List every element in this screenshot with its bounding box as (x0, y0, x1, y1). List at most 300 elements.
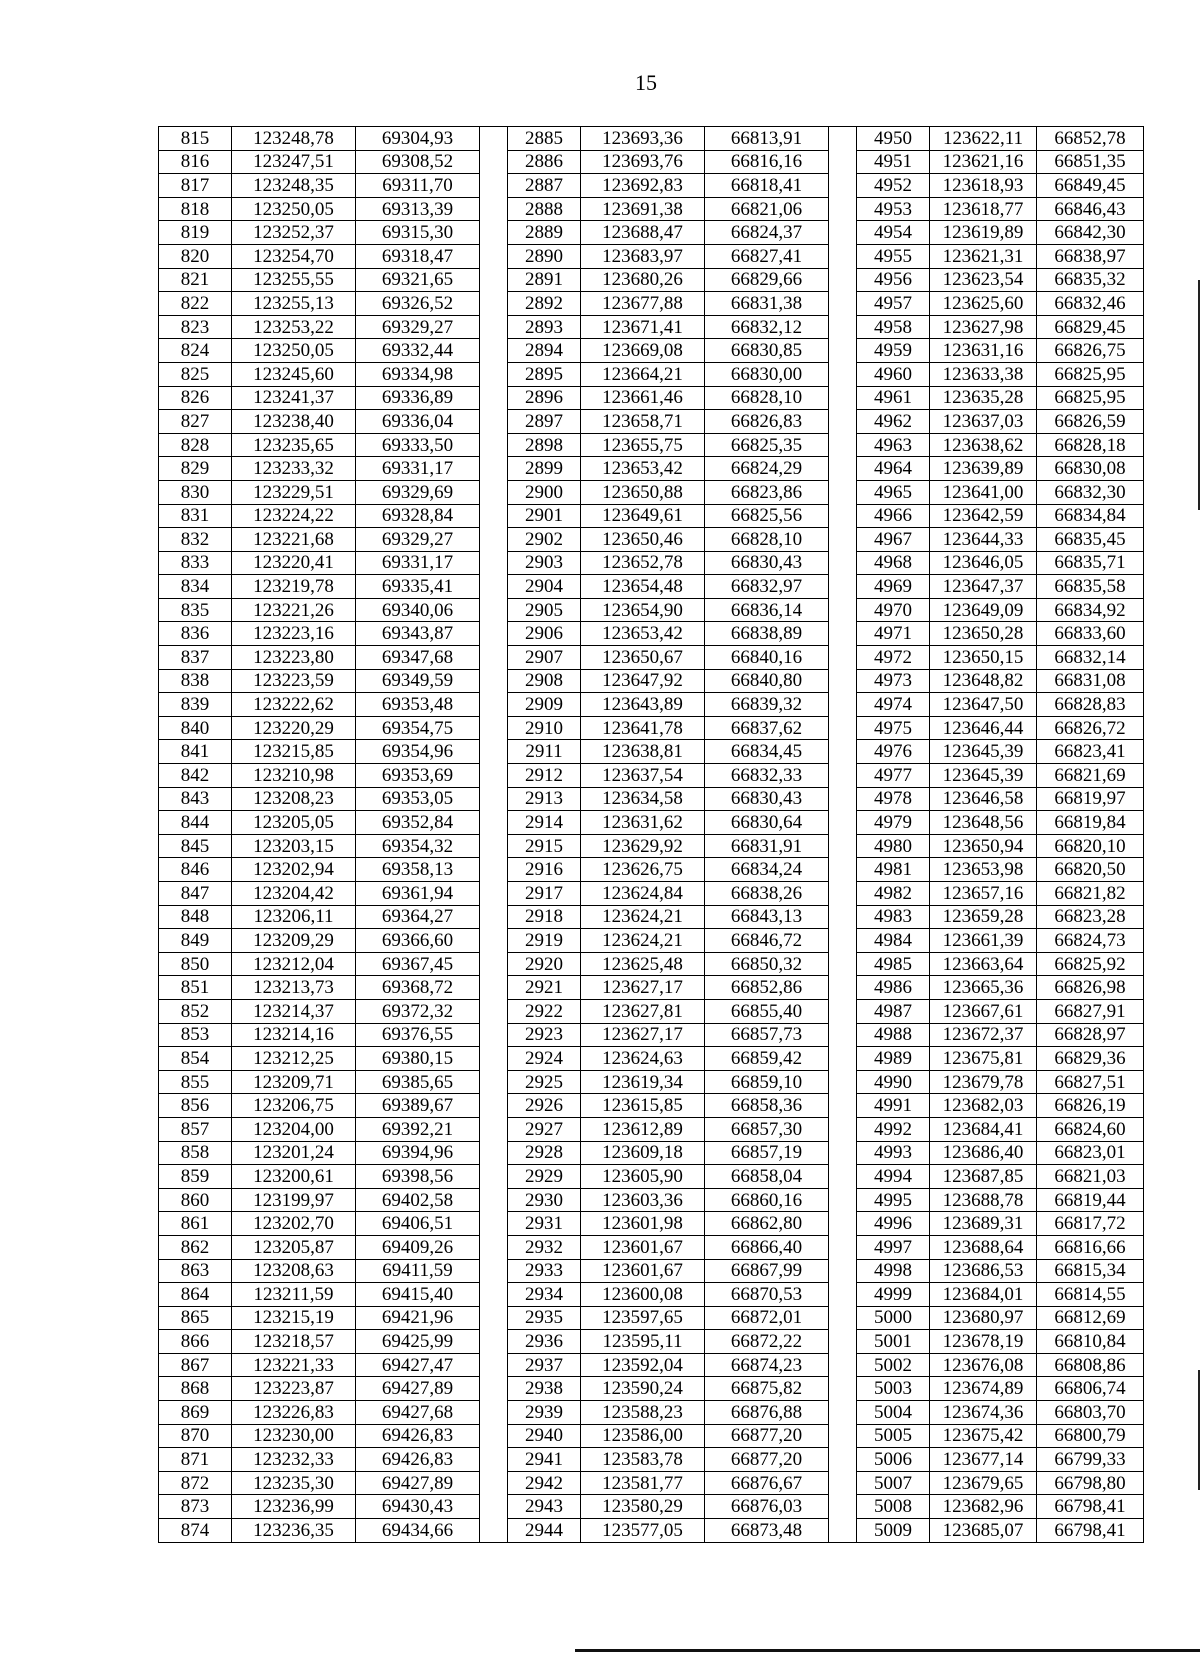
point-number-cell: 4958 (857, 315, 930, 339)
y-coordinate-cell: 66819,44 (1037, 1188, 1144, 1212)
x-coordinate-cell: 123646,58 (930, 787, 1037, 811)
column-gap (480, 1283, 508, 1307)
y-coordinate-cell: 69352,84 (356, 811, 480, 835)
y-coordinate-cell: 69332,44 (356, 339, 480, 363)
x-coordinate-cell: 123647,92 (581, 669, 705, 693)
x-coordinate-cell: 123621,31 (930, 244, 1037, 268)
x-coordinate-cell: 123646,05 (930, 551, 1037, 575)
y-coordinate-cell: 66872,01 (705, 1306, 829, 1330)
x-coordinate-cell: 123202,94 (232, 858, 356, 882)
column-gap (829, 1141, 857, 1165)
y-coordinate-cell: 66825,56 (705, 504, 829, 528)
point-number-cell: 4968 (857, 551, 930, 575)
column-gap (829, 504, 857, 528)
column-gap (829, 622, 857, 646)
column-gap (829, 1023, 857, 1047)
y-coordinate-cell: 69402,58 (356, 1188, 480, 1212)
x-coordinate-cell: 123624,21 (581, 929, 705, 953)
y-coordinate-cell: 69427,47 (356, 1353, 480, 1377)
y-coordinate-cell: 69368,72 (356, 976, 480, 1000)
point-number-cell: 4959 (857, 339, 930, 363)
column-gap (829, 410, 857, 434)
y-coordinate-cell: 66816,66 (1037, 1235, 1144, 1259)
column-gap (829, 1401, 857, 1425)
point-number-cell: 841 (159, 740, 232, 764)
point-number-cell: 2923 (508, 1023, 581, 1047)
x-coordinate-cell: 123650,94 (930, 834, 1037, 858)
point-number-cell: 2907 (508, 646, 581, 670)
table-row (159, 1117, 1144, 1141)
x-coordinate-cell: 123224,22 (232, 504, 356, 528)
y-coordinate-cell: 66819,84 (1037, 811, 1144, 835)
x-coordinate-cell: 123644,33 (930, 528, 1037, 552)
point-number-cell: 4997 (857, 1235, 930, 1259)
column-gap (829, 1377, 857, 1401)
point-number-cell: 4981 (857, 858, 930, 882)
point-number-cell: 4978 (857, 787, 930, 811)
y-coordinate-cell: 66820,50 (1037, 858, 1144, 882)
point-number-cell: 862 (159, 1235, 232, 1259)
table-row (159, 480, 1144, 504)
y-coordinate-cell: 66800,79 (1037, 1424, 1144, 1448)
x-coordinate-cell: 123255,13 (232, 292, 356, 316)
column-gap (480, 669, 508, 693)
x-coordinate-cell: 123221,26 (232, 598, 356, 622)
point-number-cell: 2885 (508, 127, 581, 151)
point-number-cell: 839 (159, 693, 232, 717)
x-coordinate-cell: 123674,36 (930, 1401, 1037, 1425)
y-coordinate-cell: 66826,98 (1037, 976, 1144, 1000)
table-row (159, 268, 1144, 292)
point-number-cell: 854 (159, 1047, 232, 1071)
table-row (159, 1047, 1144, 1071)
y-coordinate-cell: 66826,83 (705, 410, 829, 434)
y-coordinate-cell: 69409,26 (356, 1235, 480, 1259)
point-number-cell: 4999 (857, 1283, 930, 1307)
column-gap (480, 433, 508, 457)
point-number-cell: 820 (159, 244, 232, 268)
point-number-cell: 4985 (857, 952, 930, 976)
y-coordinate-cell: 69354,96 (356, 740, 480, 764)
y-coordinate-cell: 66823,41 (1037, 740, 1144, 764)
x-coordinate-cell: 123248,78 (232, 127, 356, 151)
y-coordinate-cell: 66824,29 (705, 457, 829, 481)
x-coordinate-cell: 123631,16 (930, 339, 1037, 363)
y-coordinate-cell: 66817,72 (1037, 1212, 1144, 1236)
column-gap (480, 716, 508, 740)
x-coordinate-cell: 123691,38 (581, 197, 705, 221)
point-number-cell: 4965 (857, 480, 930, 504)
point-number-cell: 837 (159, 646, 232, 670)
x-coordinate-cell: 123205,87 (232, 1235, 356, 1259)
x-coordinate-cell: 123693,76 (581, 150, 705, 174)
point-number-cell: 2893 (508, 315, 581, 339)
y-coordinate-cell: 66827,51 (1037, 1070, 1144, 1094)
point-number-cell: 2890 (508, 244, 581, 268)
column-gap (480, 1471, 508, 1495)
x-coordinate-cell: 123638,81 (581, 740, 705, 764)
x-coordinate-cell: 123255,55 (232, 268, 356, 292)
column-gap (829, 952, 857, 976)
y-coordinate-cell: 66827,91 (1037, 999, 1144, 1023)
y-coordinate-cell: 69366,60 (356, 929, 480, 953)
y-coordinate-cell: 66859,42 (705, 1047, 829, 1071)
y-coordinate-cell: 66825,95 (1037, 362, 1144, 386)
x-coordinate-cell: 123679,78 (930, 1070, 1037, 1094)
point-number-cell: 2897 (508, 410, 581, 434)
x-coordinate-cell: 123220,41 (232, 551, 356, 575)
point-number-cell: 840 (159, 716, 232, 740)
table-row (159, 292, 1144, 316)
point-number-cell: 860 (159, 1188, 232, 1212)
point-number-cell: 2914 (508, 811, 581, 835)
x-coordinate-cell: 123226,83 (232, 1401, 356, 1425)
column-gap (829, 457, 857, 481)
point-number-cell: 866 (159, 1330, 232, 1354)
x-coordinate-cell: 123618,77 (930, 197, 1037, 221)
column-gap (829, 1495, 857, 1519)
point-number-cell: 819 (159, 221, 232, 245)
point-number-cell: 827 (159, 410, 232, 434)
table-row (159, 1495, 1144, 1519)
point-number-cell: 4982 (857, 882, 930, 906)
x-coordinate-cell: 123221,33 (232, 1353, 356, 1377)
x-coordinate-cell: 123581,77 (581, 1471, 705, 1495)
point-number-cell: 4960 (857, 362, 930, 386)
x-coordinate-cell: 123624,84 (581, 882, 705, 906)
y-coordinate-cell: 66833,60 (1037, 622, 1144, 646)
y-coordinate-cell: 66830,85 (705, 339, 829, 363)
y-coordinate-cell: 66840,80 (705, 669, 829, 693)
table-row (159, 244, 1144, 268)
column-gap (480, 905, 508, 929)
x-coordinate-cell: 123603,36 (581, 1188, 705, 1212)
column-gap (480, 315, 508, 339)
point-number-cell: 846 (159, 858, 232, 882)
point-number-cell: 831 (159, 504, 232, 528)
x-coordinate-cell: 123641,00 (930, 480, 1037, 504)
point-number-cell: 2904 (508, 575, 581, 599)
x-coordinate-cell: 123647,50 (930, 693, 1037, 717)
point-number-cell: 2908 (508, 669, 581, 693)
table-row (159, 1235, 1144, 1259)
x-coordinate-cell: 123236,35 (232, 1519, 356, 1543)
y-coordinate-cell: 66832,14 (1037, 646, 1144, 670)
table-row (159, 221, 1144, 245)
x-coordinate-cell: 123601,67 (581, 1259, 705, 1283)
point-number-cell: 4953 (857, 197, 930, 221)
point-number-cell: 838 (159, 669, 232, 693)
x-coordinate-cell: 123203,15 (232, 834, 356, 858)
point-number-cell: 4976 (857, 740, 930, 764)
column-gap (829, 646, 857, 670)
x-coordinate-cell: 123199,97 (232, 1188, 356, 1212)
x-coordinate-cell: 123649,61 (581, 504, 705, 528)
point-number-cell: 2926 (508, 1094, 581, 1118)
x-coordinate-cell: 123682,96 (930, 1495, 1037, 1519)
table-row (159, 433, 1144, 457)
x-coordinate-cell: 123650,46 (581, 528, 705, 552)
x-coordinate-cell: 123687,85 (930, 1165, 1037, 1189)
y-coordinate-cell: 66876,88 (705, 1401, 829, 1425)
point-number-cell: 2895 (508, 362, 581, 386)
point-number-cell: 2915 (508, 834, 581, 858)
point-number-cell: 4989 (857, 1047, 930, 1071)
column-gap (829, 1117, 857, 1141)
x-coordinate-cell: 123633,38 (930, 362, 1037, 386)
point-number-cell: 4956 (857, 268, 930, 292)
column-gap (480, 929, 508, 953)
column-gap (480, 1165, 508, 1189)
y-coordinate-cell: 69354,32 (356, 834, 480, 858)
x-coordinate-cell: 123213,73 (232, 976, 356, 1000)
x-coordinate-cell: 123679,65 (930, 1471, 1037, 1495)
column-gap (480, 1377, 508, 1401)
column-gap (480, 410, 508, 434)
x-coordinate-cell: 123655,75 (581, 433, 705, 457)
column-gap (480, 952, 508, 976)
y-coordinate-cell: 69313,39 (356, 197, 480, 221)
y-coordinate-cell: 66839,32 (705, 693, 829, 717)
y-coordinate-cell: 66830,08 (1037, 457, 1144, 481)
point-number-cell: 4962 (857, 410, 930, 434)
column-gap (480, 1094, 508, 1118)
point-number-cell: 4969 (857, 575, 930, 599)
y-coordinate-cell: 66858,04 (705, 1165, 829, 1189)
table-row (159, 1424, 1144, 1448)
column-gap (829, 1165, 857, 1189)
column-gap (829, 221, 857, 245)
x-coordinate-cell: 123622,11 (930, 127, 1037, 151)
y-coordinate-cell: 69394,96 (356, 1141, 480, 1165)
x-coordinate-cell: 123223,59 (232, 669, 356, 693)
point-number-cell: 848 (159, 905, 232, 929)
column-gap (480, 834, 508, 858)
column-gap (829, 976, 857, 1000)
column-gap (480, 292, 508, 316)
y-coordinate-cell: 69434,66 (356, 1519, 480, 1543)
point-number-cell: 2910 (508, 716, 581, 740)
x-coordinate-cell: 123675,42 (930, 1424, 1037, 1448)
table-row (159, 1377, 1144, 1401)
point-number-cell: 4972 (857, 646, 930, 670)
point-number-cell: 842 (159, 764, 232, 788)
column-gap (480, 575, 508, 599)
x-coordinate-cell: 123677,88 (581, 292, 705, 316)
point-number-cell: 874 (159, 1519, 232, 1543)
x-coordinate-cell: 123219,78 (232, 575, 356, 599)
y-coordinate-cell: 69430,43 (356, 1495, 480, 1519)
table-row (159, 575, 1144, 599)
column-gap (829, 1070, 857, 1094)
x-coordinate-cell: 123253,22 (232, 315, 356, 339)
point-number-cell: 2927 (508, 1117, 581, 1141)
column-gap (480, 1047, 508, 1071)
y-coordinate-cell: 66866,40 (705, 1235, 829, 1259)
x-coordinate-cell: 123637,54 (581, 764, 705, 788)
x-coordinate-cell: 123233,32 (232, 457, 356, 481)
y-coordinate-cell: 66806,74 (1037, 1377, 1144, 1401)
point-number-cell: 821 (159, 268, 232, 292)
column-gap (480, 1023, 508, 1047)
y-coordinate-cell: 66834,24 (705, 858, 829, 882)
column-gap (829, 1235, 857, 1259)
x-coordinate-cell: 123688,47 (581, 221, 705, 245)
point-number-cell: 861 (159, 1212, 232, 1236)
y-coordinate-cell: 69380,15 (356, 1047, 480, 1071)
table-row (159, 504, 1144, 528)
x-coordinate-cell: 123223,87 (232, 1377, 356, 1401)
table-row (159, 834, 1144, 858)
point-number-cell: 867 (159, 1353, 232, 1377)
point-number-cell: 853 (159, 1023, 232, 1047)
table-row (159, 410, 1144, 434)
x-coordinate-cell: 123221,68 (232, 528, 356, 552)
y-coordinate-cell: 66830,43 (705, 551, 829, 575)
point-number-cell: 818 (159, 197, 232, 221)
point-number-cell: 815 (159, 127, 232, 151)
point-number-cell: 4998 (857, 1259, 930, 1283)
point-number-cell: 871 (159, 1448, 232, 1472)
point-number-cell: 4977 (857, 764, 930, 788)
x-coordinate-cell: 123671,41 (581, 315, 705, 339)
column-gap (829, 480, 857, 504)
x-coordinate-cell: 123624,63 (581, 1047, 705, 1071)
x-coordinate-cell: 123686,40 (930, 1141, 1037, 1165)
point-number-cell: 864 (159, 1283, 232, 1307)
y-coordinate-cell: 66828,97 (1037, 1023, 1144, 1047)
point-number-cell: 4966 (857, 504, 930, 528)
y-coordinate-cell: 69392,21 (356, 1117, 480, 1141)
column-gap (829, 693, 857, 717)
table-row (159, 976, 1144, 1000)
x-coordinate-cell: 123661,39 (930, 929, 1037, 953)
x-coordinate-cell: 123647,37 (930, 575, 1037, 599)
x-coordinate-cell: 123621,16 (930, 150, 1037, 174)
y-coordinate-cell: 66842,30 (1037, 221, 1144, 245)
point-number-cell: 5005 (857, 1424, 930, 1448)
x-coordinate-cell: 123654,90 (581, 598, 705, 622)
y-coordinate-cell: 66825,35 (705, 433, 829, 457)
y-coordinate-cell: 66828,10 (705, 386, 829, 410)
point-number-cell: 852 (159, 999, 232, 1023)
x-coordinate-cell: 123688,78 (930, 1188, 1037, 1212)
point-number-cell: 2899 (508, 457, 581, 481)
table-row (159, 882, 1144, 906)
column-gap (480, 221, 508, 245)
point-number-cell: 856 (159, 1094, 232, 1118)
column-gap (829, 150, 857, 174)
column-gap (480, 528, 508, 552)
scan-artifact-line (575, 1649, 1200, 1652)
y-coordinate-cell: 66877,20 (705, 1448, 829, 1472)
point-number-cell: 5009 (857, 1519, 930, 1543)
x-coordinate-cell: 123590,24 (581, 1377, 705, 1401)
x-coordinate-cell: 123615,85 (581, 1094, 705, 1118)
x-coordinate-cell: 123208,23 (232, 787, 356, 811)
x-coordinate-cell: 123639,89 (930, 457, 1037, 481)
y-coordinate-cell: 69389,67 (356, 1094, 480, 1118)
y-coordinate-cell: 69335,41 (356, 575, 480, 599)
point-number-cell: 4984 (857, 929, 930, 953)
x-coordinate-cell: 123665,36 (930, 976, 1037, 1000)
point-number-cell: 2934 (508, 1283, 581, 1307)
point-number-cell: 2912 (508, 764, 581, 788)
x-coordinate-cell: 123652,78 (581, 551, 705, 575)
point-number-cell: 2896 (508, 386, 581, 410)
x-coordinate-cell: 123624,21 (581, 905, 705, 929)
x-coordinate-cell: 123245,60 (232, 362, 356, 386)
y-coordinate-cell: 66829,36 (1037, 1047, 1144, 1071)
point-number-cell: 4950 (857, 127, 930, 151)
x-coordinate-cell: 123653,98 (930, 858, 1037, 882)
table-row (159, 693, 1144, 717)
point-number-cell: 870 (159, 1424, 232, 1448)
y-coordinate-cell: 66875,82 (705, 1377, 829, 1401)
x-coordinate-cell: 123678,19 (930, 1330, 1037, 1354)
x-coordinate-cell: 123209,29 (232, 929, 356, 953)
column-gap (480, 1188, 508, 1212)
column-gap (480, 504, 508, 528)
x-coordinate-cell: 123659,28 (930, 905, 1037, 929)
x-coordinate-cell: 123646,44 (930, 716, 1037, 740)
y-coordinate-cell: 66826,75 (1037, 339, 1144, 363)
point-number-cell: 869 (159, 1401, 232, 1425)
point-number-cell: 824 (159, 339, 232, 363)
point-number-cell: 5006 (857, 1448, 930, 1472)
x-coordinate-cell: 123675,81 (930, 1047, 1037, 1071)
x-coordinate-cell: 123650,28 (930, 622, 1037, 646)
point-number-cell: 826 (159, 386, 232, 410)
point-number-cell: 2906 (508, 622, 581, 646)
x-coordinate-cell: 123669,08 (581, 339, 705, 363)
y-coordinate-cell: 66850,32 (705, 952, 829, 976)
point-number-cell: 4996 (857, 1212, 930, 1236)
y-coordinate-cell: 66820,10 (1037, 834, 1144, 858)
y-coordinate-cell: 66851,35 (1037, 150, 1144, 174)
point-number-cell: 2886 (508, 150, 581, 174)
point-number-cell: 4955 (857, 244, 930, 268)
point-number-cell: 2921 (508, 976, 581, 1000)
y-coordinate-cell: 69426,83 (356, 1448, 480, 1472)
x-coordinate-cell: 123627,17 (581, 1023, 705, 1047)
y-coordinate-cell: 66826,59 (1037, 410, 1144, 434)
point-number-cell: 4957 (857, 292, 930, 316)
column-gap (480, 976, 508, 1000)
y-coordinate-cell: 69331,17 (356, 457, 480, 481)
column-gap (480, 1424, 508, 1448)
point-number-cell: 4995 (857, 1188, 930, 1212)
point-number-cell: 2931 (508, 1212, 581, 1236)
column-gap (829, 174, 857, 198)
table-row (159, 1259, 1144, 1283)
point-number-cell: 2909 (508, 693, 581, 717)
point-number-cell: 5007 (857, 1471, 930, 1495)
y-coordinate-cell: 69315,30 (356, 221, 480, 245)
column-gap (480, 339, 508, 363)
y-coordinate-cell: 66826,19 (1037, 1094, 1144, 1118)
x-coordinate-cell: 123252,37 (232, 221, 356, 245)
column-gap (829, 1471, 857, 1495)
table-row (159, 1070, 1144, 1094)
y-coordinate-cell: 66862,80 (705, 1212, 829, 1236)
column-gap (829, 1519, 857, 1543)
x-coordinate-cell: 123684,41 (930, 1117, 1037, 1141)
x-coordinate-cell: 123210,98 (232, 764, 356, 788)
y-coordinate-cell: 66824,73 (1037, 929, 1144, 953)
column-gap (829, 127, 857, 151)
y-coordinate-cell: 69398,56 (356, 1165, 480, 1189)
